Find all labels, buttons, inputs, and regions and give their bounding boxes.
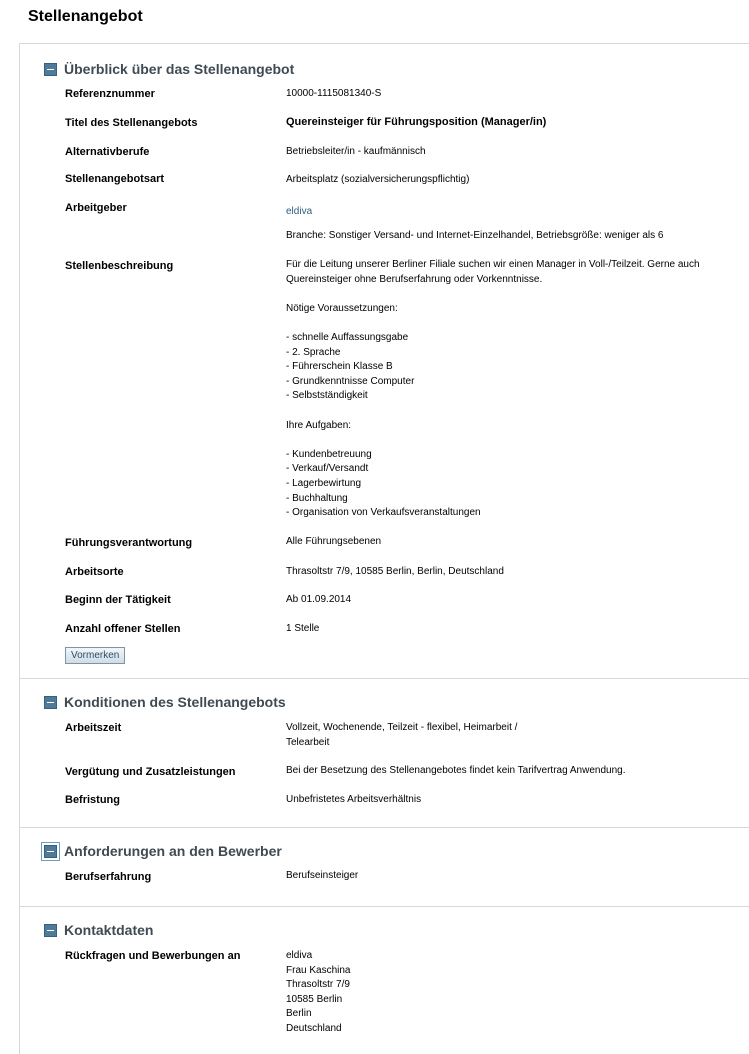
bookmark-button[interactable]: Vormerken xyxy=(65,647,125,664)
label-arbeitgeber: Arbeitgeber xyxy=(65,202,127,214)
value-stellenbeschreibung xyxy=(286,258,748,521)
list-item: - Kundenbetreuung xyxy=(286,448,372,460)
tasks-heading: Ihre Aufgaben: xyxy=(286,419,352,431)
description-intro: Für die Leitung unserer Berliner Filiale suchen wir einen Manager in Voll-/Teilzeit. Gerne auch Quereinsteiger ohne Berufserfahrung oder Vorkenntnisse. xyxy=(286,259,700,285)
label-berufserfahrung: Berufserfahrung xyxy=(65,871,152,883)
label-anzahl: Anzahl offener Stellen xyxy=(65,623,181,635)
value-referenznummer: 10000-1115081340-S xyxy=(286,88,382,99)
label-alternativberufe: Alternativberufe xyxy=(65,146,150,158)
section-title-conditions: Konditionen des Stellenangebots xyxy=(64,694,286,710)
label-stellenangebotsart: Stellenangebotsart xyxy=(65,173,165,185)
label-stellenbeschreibung: Stellenbeschreibung xyxy=(65,260,174,272)
value-fuehrungsverantwortung: Alle Führungsebenen xyxy=(286,536,382,547)
section-header-contact[interactable] xyxy=(44,920,153,940)
label-arbeitsorte: Arbeitsorte xyxy=(65,566,124,578)
value-befristung: Unbefristetes Arbeitsverhältnis xyxy=(286,794,422,805)
list-item: - 2. Sprache xyxy=(286,346,341,358)
section-title-requirements: Anforderungen an den Bewerber xyxy=(64,843,282,859)
value-stellenangebotsart: Arbeitsplatz (sozialversicherungspflichtig) xyxy=(286,174,470,185)
collapse-icon[interactable] xyxy=(44,845,57,858)
label-titel: Titel des Stellenangebots xyxy=(65,117,198,129)
contact-line: Thrasoltstr 7/9 xyxy=(286,979,350,991)
collapse-icon[interactable] xyxy=(44,63,57,76)
list-item: - Selbstständigkeit xyxy=(286,390,368,402)
list-item: - Grundkenntnisse Computer xyxy=(286,375,415,387)
value-anzahl: 1 Stelle xyxy=(286,623,320,634)
value-branche: Branche: Sonstiger Versand- und Internet-Einzelhandel, Betriebsgröße: weniger als 6 xyxy=(286,230,664,241)
collapse-icon[interactable] xyxy=(44,924,57,937)
value-arbeitsorte: Thrasoltstr 7/9, 10585 Berlin, Berlin, Deutschland xyxy=(286,566,504,577)
collapse-icon[interactable] xyxy=(44,696,57,709)
list-item: - Verkauf/Versandt xyxy=(286,463,369,475)
contact-line: Deutschland xyxy=(286,1022,342,1034)
list-item: - Führerschein Klasse B xyxy=(286,361,393,373)
list-item: - schnelle Auffassungsgabe xyxy=(286,331,409,343)
label-referenznummer: Referenznummer xyxy=(65,88,155,100)
section-divider xyxy=(20,827,749,828)
section-header-conditions[interactable] xyxy=(44,692,286,712)
section-divider xyxy=(20,906,749,907)
value-alternativberufe: Betriebsleiter/in - kaufmännisch xyxy=(286,146,426,157)
section-title-overview: Überblick über das Stellenangebot xyxy=(64,61,295,77)
section-title-contact: Kontaktdaten xyxy=(64,922,154,938)
contact-line: Berlin xyxy=(286,1008,312,1020)
value-contact-address xyxy=(286,949,350,1037)
value-beginn: Ab 01.09.2014 xyxy=(286,594,352,605)
section-divider xyxy=(20,678,749,679)
list-item: - Buchhaltung xyxy=(286,492,348,504)
label-rueckfragen: Rückfragen und Bewerbungen an xyxy=(65,950,241,962)
value-verguetung: Bei der Besetzung des Stellenangebotes findet kein Tarifvertrag Anwendung. xyxy=(286,765,626,776)
contact-line: eldiva xyxy=(286,950,313,961)
section-header-requirements[interactable] xyxy=(44,841,282,861)
label-fuehrungsverantwortung: Führungsverantwortung xyxy=(65,537,193,549)
requirements-heading: Nötige Voraussetzungen: xyxy=(286,302,398,314)
value-berufserfahrung: Berufseinsteiger xyxy=(286,870,359,881)
list-item: - Organisation von Verkaufsveranstaltungen xyxy=(286,507,481,519)
value-arbeitszeit: Vollzeit, Wochenende, Teilzeit - flexibel, Heimarbeit / Telearbeit xyxy=(286,722,518,748)
list-item: - Lagerbewirtung xyxy=(286,477,362,489)
contact-line: Frau Kaschina xyxy=(286,964,351,976)
contact-line: 10585 Berlin xyxy=(286,993,343,1005)
label-beginn: Beginn der Tätigkeit xyxy=(65,594,171,606)
page-title: Stellenangebot xyxy=(28,8,143,25)
label-verguetung: Vergütung und Zusatzleistungen xyxy=(65,766,236,778)
label-arbeitszeit: Arbeitszeit xyxy=(65,722,122,734)
employer-link[interactable]: eldiva xyxy=(286,206,313,217)
label-befristung: Befristung xyxy=(65,794,120,806)
section-header-overview[interactable] xyxy=(44,59,294,79)
value-titel: Quereinsteiger für Führungsposition (Manager/in) xyxy=(286,116,547,128)
